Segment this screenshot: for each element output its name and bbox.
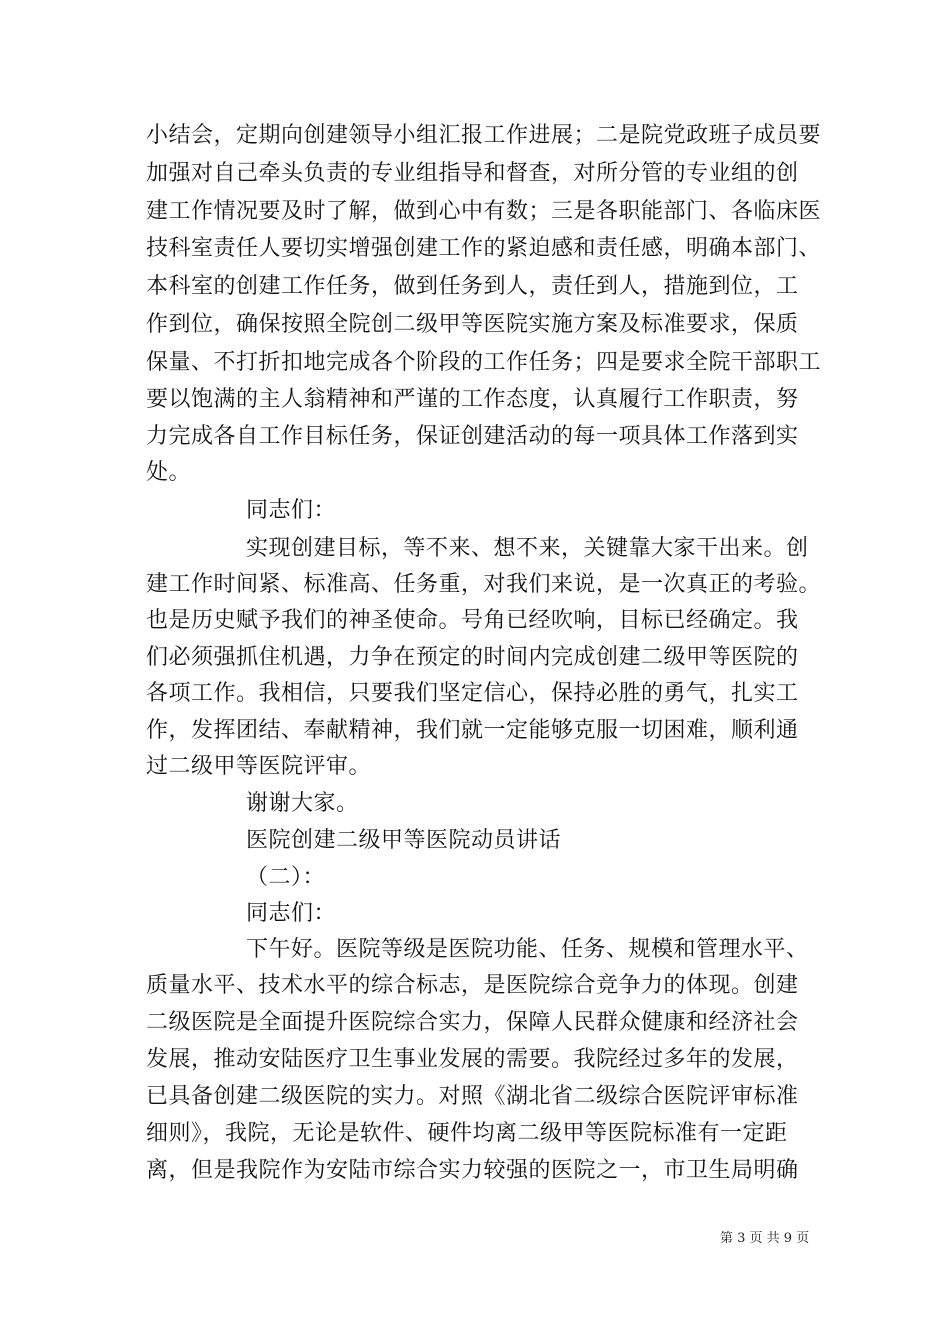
text-line: 本科室的创建工作任务，做到任务到人，责任到人，措施到位，工	[146, 274, 799, 299]
text-line: 作到位，确保按照全院创二级甲等医院实施方案及标准要求，保质	[146, 312, 799, 337]
text-line: 二级医院是全面提升医院综合实力，保障人民群众健康和经济社会	[146, 1010, 799, 1035]
text-line: 力完成各自工作目标任务，保证创建活动的每一项具体工作落到实	[146, 424, 799, 449]
salutation: 同志们：	[246, 498, 337, 523]
text-line: 建工作时间紧、标准高、任务重，对我们来说，是一次真正的考验。	[146, 572, 822, 597]
text-line: 过二级甲等医院评审。	[146, 754, 372, 779]
text-line: 要以饱满的主人翁精神和严谨的工作态度，认真履行工作职责，努	[146, 387, 799, 412]
text-line: 处。	[146, 460, 192, 485]
page-number-footer: 第 3 页 共 9 页	[720, 1231, 810, 1246]
text-line: 作，发挥团结、奉献精神，我们就一定能够克服一切困难，顺利通	[146, 718, 799, 743]
text-line: 实现创建目标，等不来、想不来，关键靠大家干出来。创	[246, 536, 809, 561]
text-line: 保量、不打折扣地完成各个阶段的工作任务；四是要求全院干部职工	[146, 350, 822, 375]
section-title: 医院创建二级甲等医院动员讲话	[246, 828, 562, 853]
text-line: 建工作情况要及时了解，做到心中有数；三是各职能部门、各临床医	[146, 199, 822, 224]
closing-line: 谢谢大家。	[246, 791, 359, 816]
section-subtitle: （二）：	[246, 865, 326, 890]
text-line: 也是历史赋予我们的神圣使命。号角已经吹响，目标已经确定。我	[146, 608, 799, 633]
text-line: 离，但是我院作为安陆市综合实力较强的医院之一，市卫生局明确	[146, 1158, 799, 1183]
text-line: 已具备创建二级医院的实力。对照《湖北省二级综合医院评审标准	[146, 1084, 799, 1109]
text-line: 质量水平、技术水平的综合标志，是医院综合竞争力的体现。创建	[146, 973, 799, 998]
text-line: 技科室责任人要切实增强创建工作的紧迫感和责任感，明确本部门、	[146, 236, 822, 261]
text-line: 各项工作。我相信，只要我们坚定信心，保持必胜的勇气，扎实工	[146, 681, 799, 706]
salutation: 同志们：	[246, 901, 337, 926]
text-line: 们必须强抓住机遇，力争在预定的时间内完成创建二级甲等医院的	[146, 645, 799, 670]
text-line: 加强对自己牵头负责的专业组指导和督查，对所分管的专业组的创	[146, 161, 799, 186]
text-line: 下午好。医院等级是医院功能、任务、规模和管理水平、	[246, 937, 809, 962]
text-line: 发展，推动安陆医疗卫生事业发展的需要。我院经过多年的发展，	[146, 1047, 799, 1072]
text-line: 细则》，我院，无论是软件、硬件均离二级甲等医院标准有一定距	[146, 1121, 788, 1146]
text-line: 小结会，定期向创建领导小组汇报工作进展；二是院党政班子成员要	[146, 123, 822, 148]
